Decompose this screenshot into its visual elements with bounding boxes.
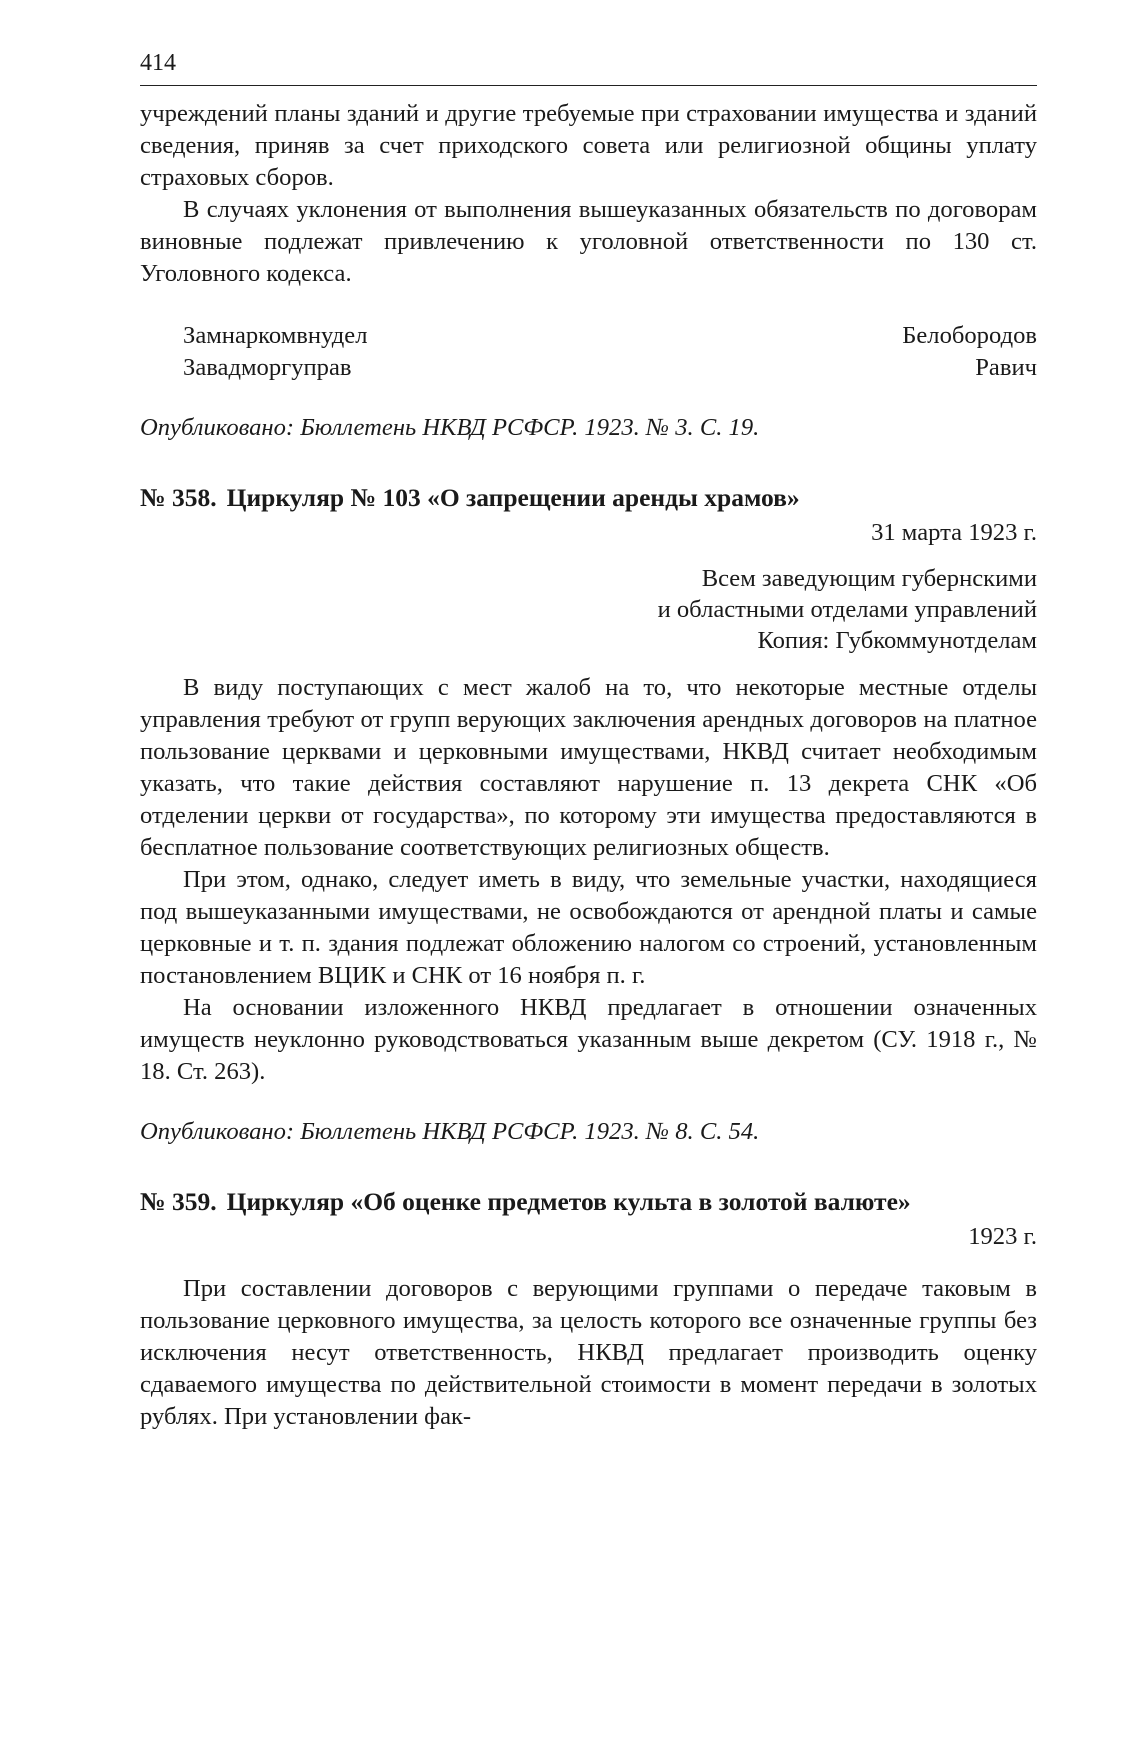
document-title-359 — [140, 1186, 1037, 1218]
intro-paragraph-continued: учреждений планы зданий и другие требуемые при страховании имущества и зданий сведения, приняв за счет приходского совета или религиозной общины уплату страховых сборов. — [140, 100, 1037, 191]
page-number: 414 — [140, 50, 176, 76]
document-number: № 358. — [140, 483, 217, 512]
publication-source: Опубликовано: Бюллетень НКВД РСФСР. 1923. № 8. С. 54. — [140, 1118, 760, 1145]
signer-position: Завадморгуправ — [183, 354, 352, 381]
publication-source: Опубликовано: Бюллетень НКВД РСФСР. 1923. № 3. С. 19. — [140, 414, 760, 441]
body-paragraph: В виду поступающих с мест жалоб на то, что некоторые местные отделы управления требуют от групп верующих заключения арендных договоров на платное пользование церквами и церковными имуществами, НКВД считает необходимым указать, что такие действия составляют нарушение п. 13 декрета СНК «Об отделении церкви от государства», по которому эти имущества предоставляются в бесплатное пользование соответствующих религиозных обществ. — [140, 674, 1037, 861]
addressee-line: и областными отделами управлений — [657, 596, 1037, 623]
document-title-358 — [140, 482, 1037, 514]
addressee-block — [140, 563, 1037, 656]
body-paragraph: При составлении договоров с верующими группами о передаче таковым в пользование церковного имущества, за целость которого все означенные группы без исключения несут ответственность, НКВД предлагает производить оценку сдаваемого имущества по действительной стоимости в момент передачи в золотых рублях. При установлении фак- — [140, 1275, 1037, 1430]
signer-name: Равич — [975, 354, 1037, 381]
document-title-text: Циркуляр «Об оценке предметов культа в золотой валюте» — [226, 1187, 911, 1216]
body-paragraph: При этом, однако, следует иметь в виду, что земельные участки, находящиеся под вышеуказанными имуществами, не освобождаются от арендной платы и самые церковные и т. п. здания подлежат обложению налогом со строений, установленным постановлением ВЦИК и СНК от 16 ноября п. г. — [140, 866, 1037, 989]
document-date: 1923 г. — [968, 1223, 1037, 1250]
header-rule — [140, 85, 1037, 86]
signature-row — [140, 352, 1037, 384]
intro-paragraph: В случаях уклонения от выполнения вышеуказанных обязательств по договорам виновные подлежат привлечению к уголовной ответственности по 130 ст. Уголовного кодекса. — [140, 196, 1037, 287]
document-date: 31 марта 1923 г. — [871, 519, 1037, 546]
book-page — [140, 48, 1037, 1433]
document-number: № 359. — [140, 1187, 217, 1216]
signer-position: Замнаркомвнудел — [183, 322, 368, 349]
document-title-text: Циркуляр № 103 «О запрещении аренды храмов» — [226, 483, 800, 512]
signature-row — [140, 320, 1037, 352]
signer-name: Белобородов — [902, 322, 1037, 349]
body-paragraph: На основании изложенного НКВД предлагает в отношении означенных имуществ неуклонно руководствоваться указанным выше декретом (СУ. 1918 г., № 18. Ст. 263). — [140, 994, 1037, 1085]
signature-block — [140, 320, 1037, 384]
addressee-line: Копия: Губкоммунотделам — [757, 627, 1037, 654]
addressee-line: Всем заведующим губернскими — [701, 565, 1037, 592]
